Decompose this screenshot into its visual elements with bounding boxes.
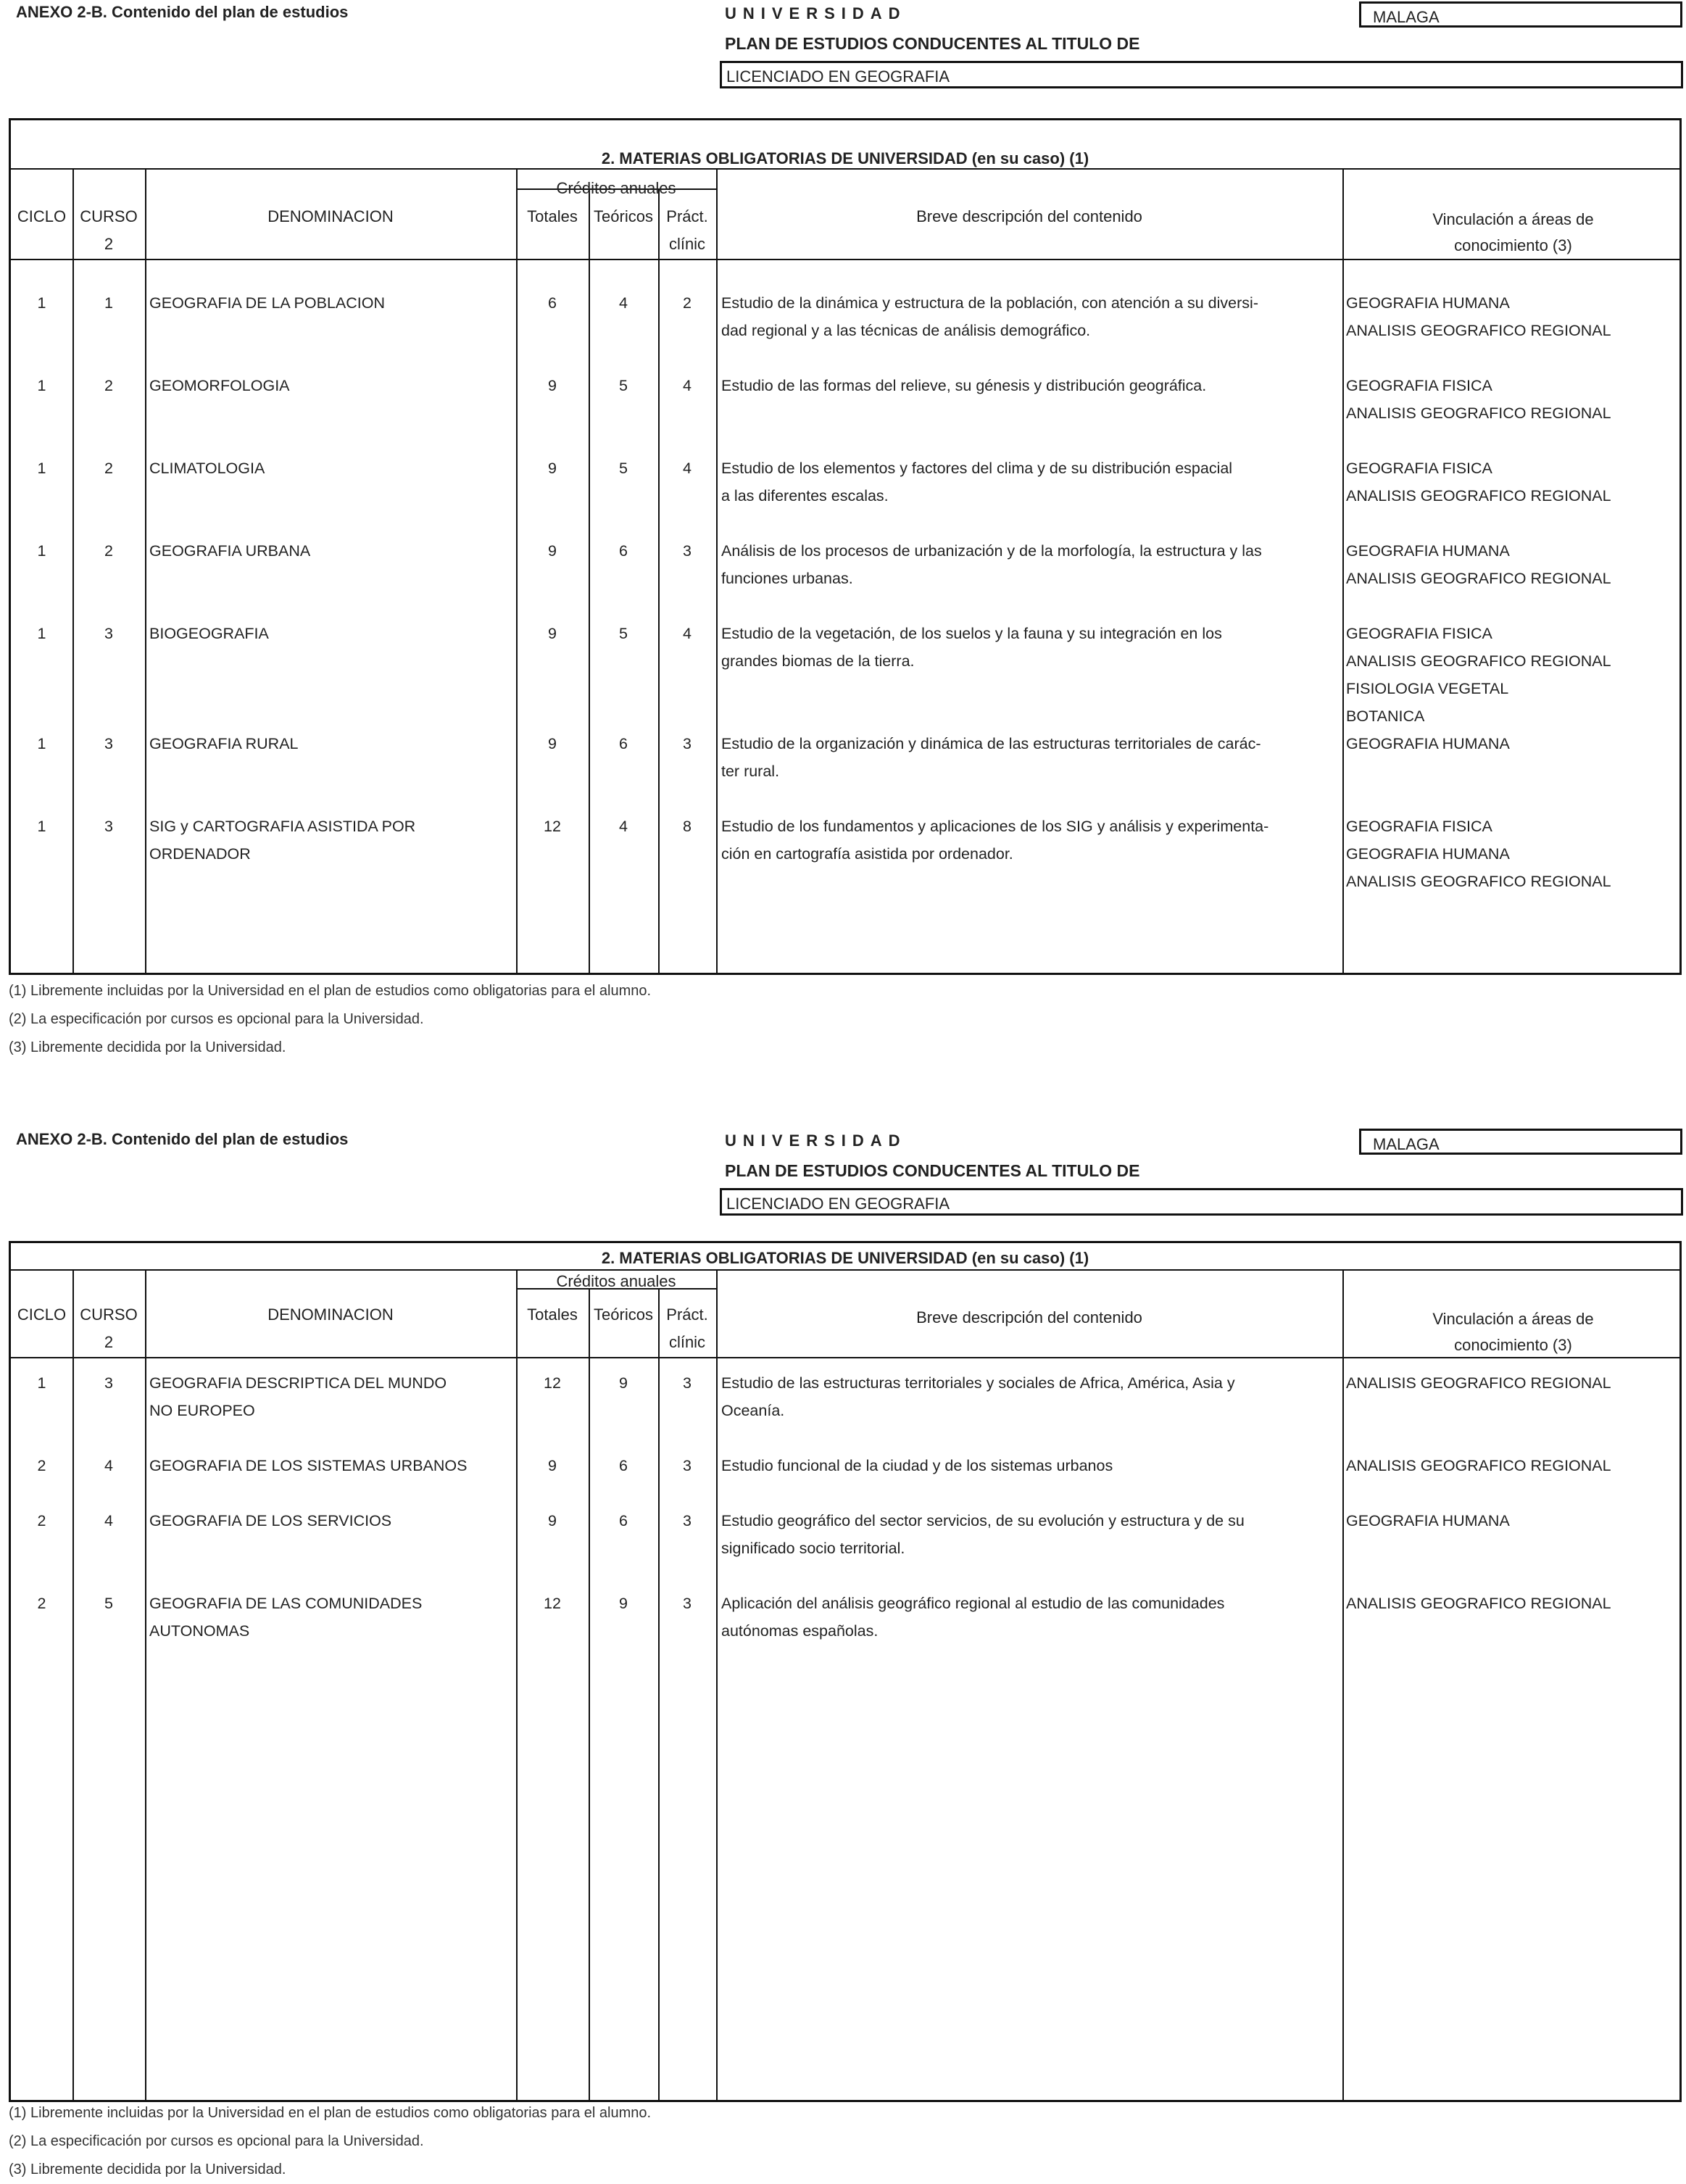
cell-curso: 4	[104, 1457, 113, 1474]
subjects-table	[9, 1241, 1682, 2102]
cell-descripcion	[721, 1507, 1341, 1562]
university-label: UNIVERSIDAD	[725, 1132, 907, 1150]
col-creditos: Créditos anuales	[556, 1272, 676, 1290]
cell-totales: 12	[544, 1374, 561, 1392]
degree-value: LICENCIADO EN GEOGRAFIA	[726, 1195, 950, 1213]
degree-value: LICENCIADO EN GEOGRAFIA	[726, 67, 950, 86]
university-value-box	[1359, 1, 1682, 28]
cell-descripcion-line: Estudio funcional de la ciudad y de los sistemas urbanos	[721, 1457, 1113, 1474]
university-value-box	[1359, 1129, 1682, 1155]
cell-denominacion-line: BIOGEOGRAFIA	[149, 625, 269, 642]
cell-teoricos: 5	[619, 460, 628, 477]
cell-descripcion-line: significado socio territorial.	[721, 1540, 905, 1557]
cell-areas-line: GEOGRAFIA FISICA	[1346, 460, 1492, 477]
cell-descripcion	[721, 1452, 1341, 1479]
university-label: UNIVERSIDAD	[725, 4, 907, 22]
cell-practicos: 4	[683, 377, 692, 394]
table-title: 2. MATERIAS OBLIGATORIAS DE UNIVERSIDAD (en su caso) (1)	[601, 149, 1089, 167]
cell-teoricos: 9	[619, 1374, 628, 1392]
cell-descripcion	[721, 620, 1341, 675]
cell-teoricos: 4	[619, 294, 628, 312]
cell-descripcion	[721, 372, 1341, 399]
col-curso: CURSO	[80, 207, 138, 225]
cell-denominacion-line: GEOGRAFIA RURAL	[149, 735, 299, 752]
cell-ciclo: 1	[37, 625, 46, 642]
cell-descripcion-line: a las diferentes escalas.	[721, 487, 889, 505]
cell-curso: 2	[104, 460, 113, 477]
cell-descripcion-line: Oceanía.	[721, 1402, 785, 1419]
cell-descripcion	[721, 537, 1341, 592]
cell-totales: 9	[548, 377, 557, 394]
cell-teoricos: 6	[619, 735, 628, 752]
cell-areas-line: FISIOLOGIA VEGETAL	[1346, 680, 1509, 697]
col-teoricos: Teóricos	[594, 207, 653, 225]
cell-descripcion-line: Aplicación del análisis geográfico regional al estudio de las comunidades	[721, 1595, 1225, 1612]
cell-practicos: 3	[683, 542, 692, 560]
cell-areas	[1346, 813, 1684, 895]
col-descripcion: Breve descripción del contenido	[916, 1308, 1142, 1326]
degree-box	[720, 1188, 1683, 1216]
cell-denominacion	[149, 454, 516, 482]
cell-denominacion	[149, 620, 516, 647]
col-vinculacion: Vinculación a áreas de	[1432, 1310, 1594, 1328]
cell-practicos: 4	[683, 460, 692, 477]
cell-ciclo: 1	[37, 460, 46, 477]
col-denominacion: DENOMINACION	[267, 1305, 394, 1324]
cell-areas	[1346, 537, 1684, 592]
cell-ciclo: 2	[37, 1595, 46, 1612]
cell-denominacion-line: GEOGRAFIA DE LOS SISTEMAS URBANOS	[149, 1457, 468, 1474]
cell-descripcion-line: Estudio de las formas del relieve, su génesis y distribución geográfica.	[721, 377, 1207, 394]
annex-title: ANEXO 2-B. Contenido del plan de estudios	[16, 3, 349, 21]
col-vinculacion-2: conocimiento (3)	[1454, 236, 1572, 254]
footnote-2: (2) La especificación por cursos es opcional para la Universidad.	[9, 2133, 424, 2149]
cell-descripcion-line: Estudio geográfico del sector servicios, de su evolución y estructura y de su	[721, 1512, 1245, 1529]
cell-areas-line: ANALISIS GEOGRAFICO REGIONAL	[1346, 1595, 1611, 1612]
cell-areas-line: GEOGRAFIA FISICA	[1346, 818, 1492, 835]
cell-denominacion	[149, 289, 516, 317]
cell-descripcion-line: ter rural.	[721, 763, 780, 780]
footnote-1: (1) Libremente incluidas por la Universidad en el plan de estudios como obligatorias para el alumno.	[9, 2105, 652, 2121]
university-value: MALAGA	[1373, 8, 1440, 26]
cell-ciclo: 1	[37, 1374, 46, 1392]
col-ciclo: CICLO	[17, 1305, 67, 1324]
cell-denominacion	[149, 1507, 516, 1535]
cell-areas	[1346, 620, 1684, 730]
cell-denominacion-line: GEOMORFOLOGIA	[149, 377, 290, 394]
cell-denominacion-line: GEOGRAFIA DESCRIPTICA DEL MUNDO	[149, 1374, 447, 1392]
col-vinculacion: Vinculación a áreas de	[1432, 210, 1594, 228]
cell-practicos: 3	[683, 735, 692, 752]
cell-curso: 2	[104, 377, 113, 394]
cell-denominacion	[149, 537, 516, 565]
cell-practicos: 4	[683, 625, 692, 642]
cell-denominacion-line: ORDENADOR	[149, 845, 251, 863]
cell-descripcion	[721, 454, 1341, 510]
cell-areas-line: GEOGRAFIA HUMANA	[1346, 1512, 1510, 1529]
cell-descripcion-line: Análisis de los procesos de urbanización y de la morfología, la estructura y las	[721, 542, 1262, 560]
cell-denominacion-line: AUTONOMAS	[149, 1622, 250, 1640]
cell-denominacion	[149, 813, 516, 868]
cell-practicos: 8	[683, 818, 692, 835]
cell-denominacion-line: SIG y CARTOGRAFIA ASISTIDA POR	[149, 818, 416, 835]
cell-curso: 5	[104, 1595, 113, 1612]
cell-descripcion	[721, 730, 1341, 785]
cell-areas	[1346, 1590, 1684, 1617]
cell-areas-line: GEOGRAFIA FISICA	[1346, 377, 1492, 394]
col-curso-note: 2	[104, 235, 114, 253]
cell-areas-line: ANALISIS GEOGRAFICO REGIONAL	[1346, 1374, 1611, 1392]
cell-areas-line: ANALISIS GEOGRAFICO REGIONAL	[1346, 652, 1611, 670]
cell-ciclo: 1	[37, 542, 46, 560]
table-title: 2. MATERIAS OBLIGATORIAS DE UNIVERSIDAD (en su caso) (1)	[601, 1249, 1089, 1267]
cell-areas	[1346, 454, 1684, 510]
cell-denominacion-line: GEOGRAFIA DE LAS COMUNIDADES	[149, 1595, 423, 1612]
cell-denominacion-line: GEOGRAFIA DE LA POBLACION	[149, 294, 385, 312]
cell-practicos: 3	[683, 1457, 692, 1474]
cell-curso: 2	[104, 542, 113, 560]
cell-totales: 9	[548, 735, 557, 752]
cell-areas-line: ANALISIS GEOGRAFICO REGIONAL	[1346, 404, 1611, 422]
col-totales: Totales	[527, 207, 578, 225]
cell-areas-line: ANALISIS GEOGRAFICO REGIONAL	[1346, 487, 1611, 505]
cell-descripcion-line: Estudio de la vegetación, de los suelos y la fauna y su integración en los	[721, 625, 1222, 642]
cell-areas-line: GEOGRAFIA FISICA	[1346, 625, 1492, 642]
cell-areas	[1346, 730, 1684, 757]
cell-descripcion-line: grandes biomas de la tierra.	[721, 652, 915, 670]
cell-ciclo: 2	[37, 1512, 46, 1529]
cell-descripcion	[721, 813, 1341, 868]
cell-areas-line: ANALISIS GEOGRAFICO REGIONAL	[1346, 1457, 1611, 1474]
cell-teoricos: 5	[619, 377, 628, 394]
col-descripcion: Breve descripción del contenido	[916, 207, 1142, 225]
degree-box	[720, 61, 1683, 88]
cell-denominacion-line: NO EUROPEO	[149, 1402, 255, 1419]
cell-areas-line: ANALISIS GEOGRAFICO REGIONAL	[1346, 873, 1611, 890]
cell-descripcion-line: funciones urbanas.	[721, 570, 853, 587]
cell-ciclo: 2	[37, 1457, 46, 1474]
cell-curso: 3	[104, 818, 113, 835]
cell-totales: 9	[548, 460, 557, 477]
col-curso: CURSO	[80, 1305, 138, 1324]
col-denominacion: DENOMINACION	[267, 207, 394, 225]
cell-denominacion	[149, 1590, 516, 1645]
cell-denominacion	[149, 372, 516, 399]
annex-title: ANEXO 2-B. Contenido del plan de estudios	[16, 1130, 349, 1148]
footnote-3: (3) Libremente decidida por la Universidad.	[9, 2162, 286, 2177]
cell-descripcion-line: Estudio de la organización y dinámica de las estructuras territoriales de carác-	[721, 735, 1261, 752]
cell-denominacion-line: GEOGRAFIA URBANA	[149, 542, 311, 560]
cell-ciclo: 1	[37, 377, 46, 394]
cell-practicos: 2	[683, 294, 692, 312]
cell-practicos: 3	[683, 1595, 692, 1612]
subjects-table	[9, 118, 1682, 975]
col-vinculacion-2: conocimiento (3)	[1454, 1336, 1572, 1354]
cell-descripcion	[721, 1369, 1341, 1424]
cell-areas	[1346, 1507, 1684, 1535]
cell-denominacion	[149, 730, 516, 757]
cell-areas-line: GEOGRAFIA HUMANA	[1346, 735, 1510, 752]
cell-descripcion-line: dad regional y a las técnicas de análisis demográfico.	[721, 322, 1091, 339]
cell-totales: 12	[544, 1595, 561, 1612]
cell-curso: 3	[104, 735, 113, 752]
cell-descripcion-line: ción en cartografía asistida por ordenador.	[721, 845, 1013, 863]
footnotes	[9, 2099, 651, 2184]
cell-practicos: 3	[683, 1512, 692, 1529]
col-creditos: Créditos anuales	[556, 179, 676, 197]
cell-teoricos: 4	[619, 818, 628, 835]
col-clinic: clínic	[668, 235, 706, 253]
cell-areas-line: ANALISIS GEOGRAFICO REGIONAL	[1346, 570, 1611, 587]
col-curso-note: 2	[104, 1333, 114, 1351]
cell-totales: 6	[548, 294, 557, 312]
cell-areas	[1346, 372, 1684, 427]
cell-areas	[1346, 289, 1684, 344]
col-teoricos: Teóricos	[594, 1305, 653, 1324]
cell-teoricos: 5	[619, 625, 628, 642]
cell-totales: 9	[548, 1512, 557, 1529]
cell-ciclo: 1	[37, 818, 46, 835]
cell-descripcion-line: Estudio de los fundamentos y aplicaciones de los SIG y análisis y experimenta-	[721, 818, 1269, 835]
cell-areas-line: GEOGRAFIA HUMANA	[1346, 294, 1510, 312]
cell-areas-line: GEOGRAFIA HUMANA	[1346, 542, 1510, 560]
plan-label: PLAN DE ESTUDIOS CONDUCENTES AL TITULO DE	[725, 1161, 1140, 1180]
university-value: MALAGA	[1373, 1135, 1440, 1153]
plan-label: PLAN DE ESTUDIOS CONDUCENTES AL TITULO DE	[725, 34, 1140, 53]
col-ciclo: CICLO	[17, 207, 67, 225]
cell-denominacion-line: CLIMATOLOGIA	[149, 460, 265, 477]
cell-areas	[1346, 1452, 1684, 1479]
footnote-3: (3) Libremente decidida por la Universidad.	[9, 1039, 286, 1055]
cell-totales: 9	[548, 1457, 557, 1474]
cell-ciclo: 1	[37, 735, 46, 752]
cell-descripcion	[721, 1590, 1341, 1645]
cell-ciclo: 1	[37, 294, 46, 312]
cell-totales: 9	[548, 625, 557, 642]
cell-denominacion-line: GEOGRAFIA DE LOS SERVICIOS	[149, 1512, 392, 1529]
cell-totales: 12	[544, 818, 561, 835]
col-totales: Totales	[527, 1305, 578, 1324]
cell-descripcion-line: Estudio de los elementos y factores del clima y de su distribución espacial	[721, 460, 1233, 477]
cell-teoricos: 9	[619, 1595, 628, 1612]
col-practicos: Práct.	[666, 207, 708, 225]
cell-curso: 3	[104, 625, 113, 642]
cell-areas-line: ANALISIS GEOGRAFICO REGIONAL	[1346, 322, 1611, 339]
cell-teoricos: 6	[619, 1512, 628, 1529]
cell-curso: 4	[104, 1512, 113, 1529]
cell-totales: 9	[548, 542, 557, 560]
cell-areas-line: GEOGRAFIA HUMANA	[1346, 845, 1510, 863]
footnote-1: (1) Libremente incluidas por la Universidad en el plan de estudios como obligatorias para el alumno.	[9, 983, 652, 999]
cell-teoricos: 6	[619, 1457, 628, 1474]
cell-practicos: 3	[683, 1374, 692, 1392]
cell-descripcion	[721, 289, 1341, 344]
footnotes	[9, 977, 651, 1062]
col-clinic: clínic	[668, 1333, 706, 1351]
cell-areas	[1346, 1369, 1684, 1397]
cell-teoricos: 6	[619, 542, 628, 560]
footnote-2: (2) La especificación por cursos es opcional para la Universidad.	[9, 1011, 424, 1027]
cell-curso: 3	[104, 1374, 113, 1392]
cell-descripcion-line: Estudio de la dinámica y estructura de la población, con atención a su diversi-	[721, 294, 1258, 312]
cell-denominacion	[149, 1452, 516, 1479]
col-practicos: Práct.	[666, 1305, 708, 1324]
cell-descripcion-line: autónomas españolas.	[721, 1622, 879, 1640]
cell-areas-line: BOTANICA	[1346, 707, 1425, 725]
cell-descripcion-line: Estudio de las estructuras territoriales y sociales de Africa, América, Asia y	[721, 1374, 1235, 1392]
cell-curso: 1	[104, 294, 113, 312]
cell-denominacion	[149, 1369, 516, 1424]
